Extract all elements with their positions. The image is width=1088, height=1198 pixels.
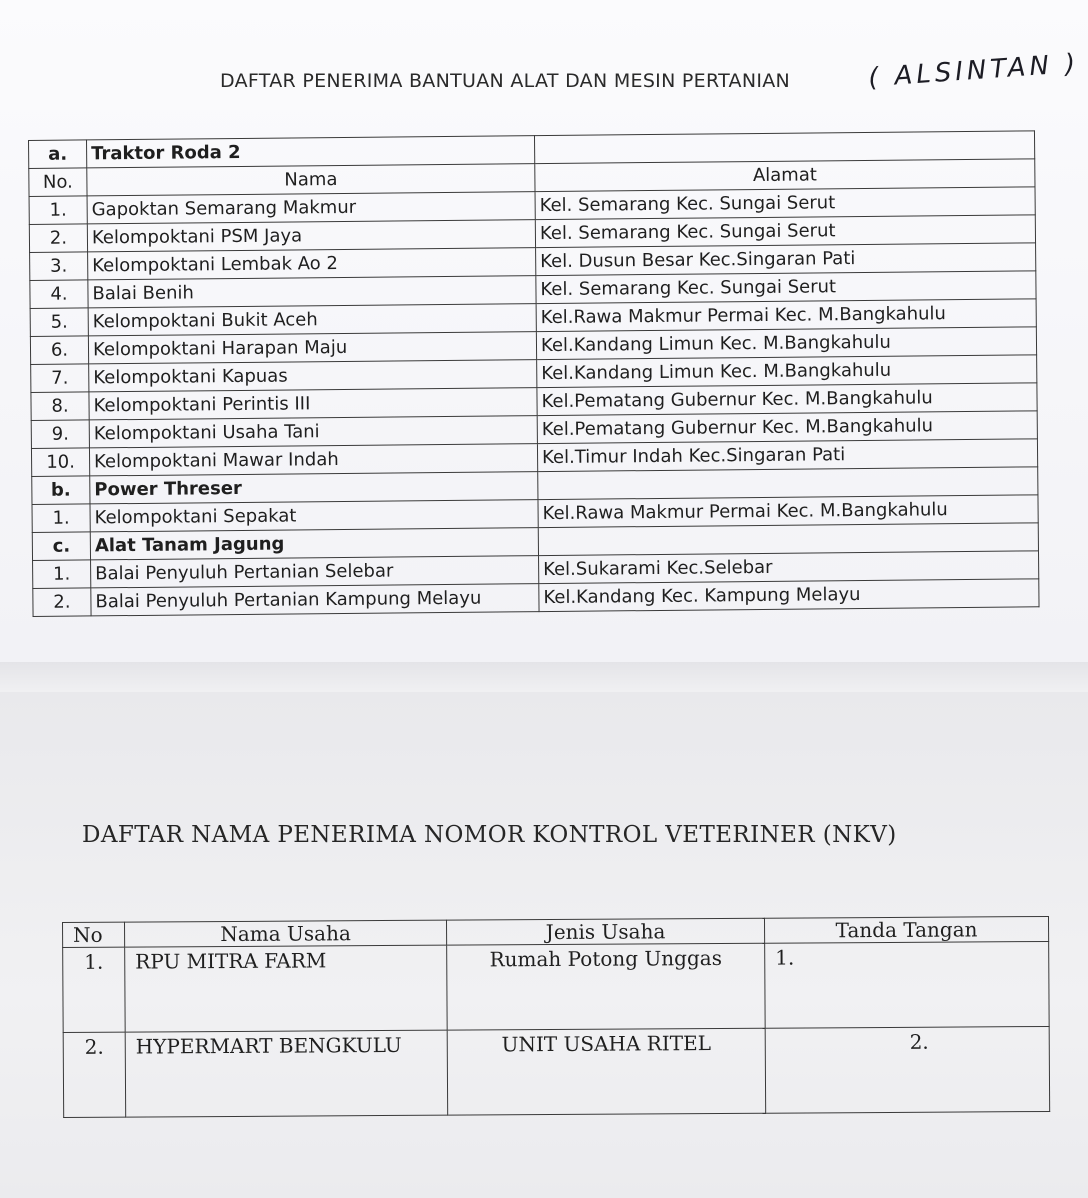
nkv-title: DAFTAR NAMA PENERIMA NOMOR KONTROL VETERINER (NKV): [82, 822, 897, 848]
column-header-nama: Nama: [87, 164, 535, 196]
row-nama: Kelompoktani Usaha Tani: [89, 416, 537, 448]
row-number: 2.: [33, 588, 91, 617]
nkv-table: [62, 916, 1050, 1118]
row-nama: Kelompoktani Harapan Maju: [88, 332, 536, 364]
row-alamat: Kel.Kandang Limun Kec. M.Bangkahulu: [536, 327, 1036, 360]
section-letter: a.: [29, 140, 87, 169]
row-number: 7.: [31, 364, 89, 393]
handwritten-note: ( ALSINTAN ): [867, 48, 1081, 94]
row-alamat: Kel. Semarang Kec. Sungai Serut: [536, 271, 1036, 304]
row-alamat: Kel. Semarang Kec. Sungai Serut: [535, 187, 1035, 220]
row-nama-usaha: RPU MITRA FARM: [125, 945, 448, 1032]
section-letter: b.: [32, 476, 90, 505]
row-nama: Balai Penyuluh Pertanian Kampung Melayu: [91, 584, 539, 616]
column-header-jenis-usaha: Jenis Usaha: [446, 918, 764, 945]
row-number: 4.: [30, 280, 88, 309]
row-number: 10.: [31, 448, 89, 477]
row-jenis-usaha: UNIT USAHA RITEL: [447, 1028, 766, 1115]
table-row: [63, 1026, 1050, 1117]
row-number: 1.: [33, 560, 91, 589]
row-alamat: Kel.Kandang Limun Kec. M.Bangkahulu: [537, 355, 1037, 388]
row-jenis-usaha: Rumah Potong Unggas: [447, 943, 766, 1030]
row-number: 3.: [30, 252, 88, 281]
row-number: 2.: [63, 1032, 126, 1117]
alsintan-title: DAFTAR PENERIMA BANTUAN ALAT DAN MESIN PERTANIAN: [220, 70, 791, 92]
section-label: Alat Tanam Jagung: [90, 528, 538, 560]
row-number: 5.: [30, 308, 88, 337]
row-alamat: Kel. Dusun Besar Kec.Singaran Pati: [536, 243, 1036, 276]
row-nama: Kelompoktani Lembak Ao 2: [88, 248, 536, 280]
row-number: 8.: [31, 392, 89, 421]
row-alamat: Kel.Kandang Kec. Kampung Melayu: [539, 579, 1039, 612]
row-alamat: Kel.Rawa Makmur Permai Kec. M.Bangkahulu: [538, 495, 1038, 528]
row-alamat: Kel. Semarang Kec. Sungai Serut: [535, 215, 1035, 248]
row-nama: Kelompoktani PSM Jaya: [87, 220, 535, 252]
alsintan-table: [28, 130, 1040, 617]
row-nama: Kelompoktani Perintis III: [89, 388, 537, 420]
row-alamat: Kel.Timur Indah Kec.Singaran Pati: [537, 439, 1037, 472]
column-header-no: No: [63, 922, 125, 947]
row-nama: Kelompoktani Bukit Aceh: [88, 304, 536, 336]
row-number: 1.: [32, 504, 90, 533]
signature-cell: 1.: [765, 941, 1050, 1028]
row-number: 2.: [29, 224, 87, 253]
row-number: 9.: [31, 420, 89, 449]
row-nama: Balai Benih: [88, 276, 536, 308]
row-alamat: Kel.Sukarami Kec.Selebar: [539, 551, 1039, 584]
row-alamat: Kel.Pematang Gubernur Kec. M.Bangkahulu: [537, 383, 1037, 416]
row-alamat: Kel.Pematang Gubernur Kec. M.Bangkahulu: [537, 411, 1037, 444]
signature-cell: 2.: [765, 1026, 1050, 1113]
column-header-no: No.: [29, 168, 87, 197]
row-nama: Gapoktan Semarang Makmur: [87, 192, 535, 224]
column-header-nama-usaha: Nama Usaha: [125, 920, 447, 947]
section-label: Power Threser: [90, 472, 538, 504]
row-nama: Kelompoktani Kapuas: [89, 360, 537, 392]
nkv-table-body: [63, 916, 1050, 1117]
row-nama: Kelompoktani Sepakat: [90, 500, 538, 532]
column-header-tanda-tangan: Tanda Tangan: [764, 916, 1048, 943]
row-number: 1.: [63, 947, 126, 1032]
row-alamat: Kel.Rawa Makmur Permai Kec. M.Bangkahulu: [536, 299, 1036, 332]
row-number: 1.: [29, 196, 87, 225]
alsintan-table-body: [29, 131, 1040, 617]
table-row: [63, 941, 1050, 1032]
section-label: Traktor Roda 2: [87, 136, 535, 168]
row-nama: Kelompoktani Mawar Indah: [89, 444, 537, 476]
row-nama-usaha: HYPERMART BENGKULU: [125, 1030, 448, 1117]
row-number: 6.: [30, 336, 88, 365]
section-letter: c.: [32, 532, 90, 561]
column-header-alamat: Alamat: [535, 159, 1035, 192]
row-nama: Balai Penyuluh Pertanian Selebar: [91, 556, 539, 588]
sheet-separator: [0, 662, 1088, 692]
